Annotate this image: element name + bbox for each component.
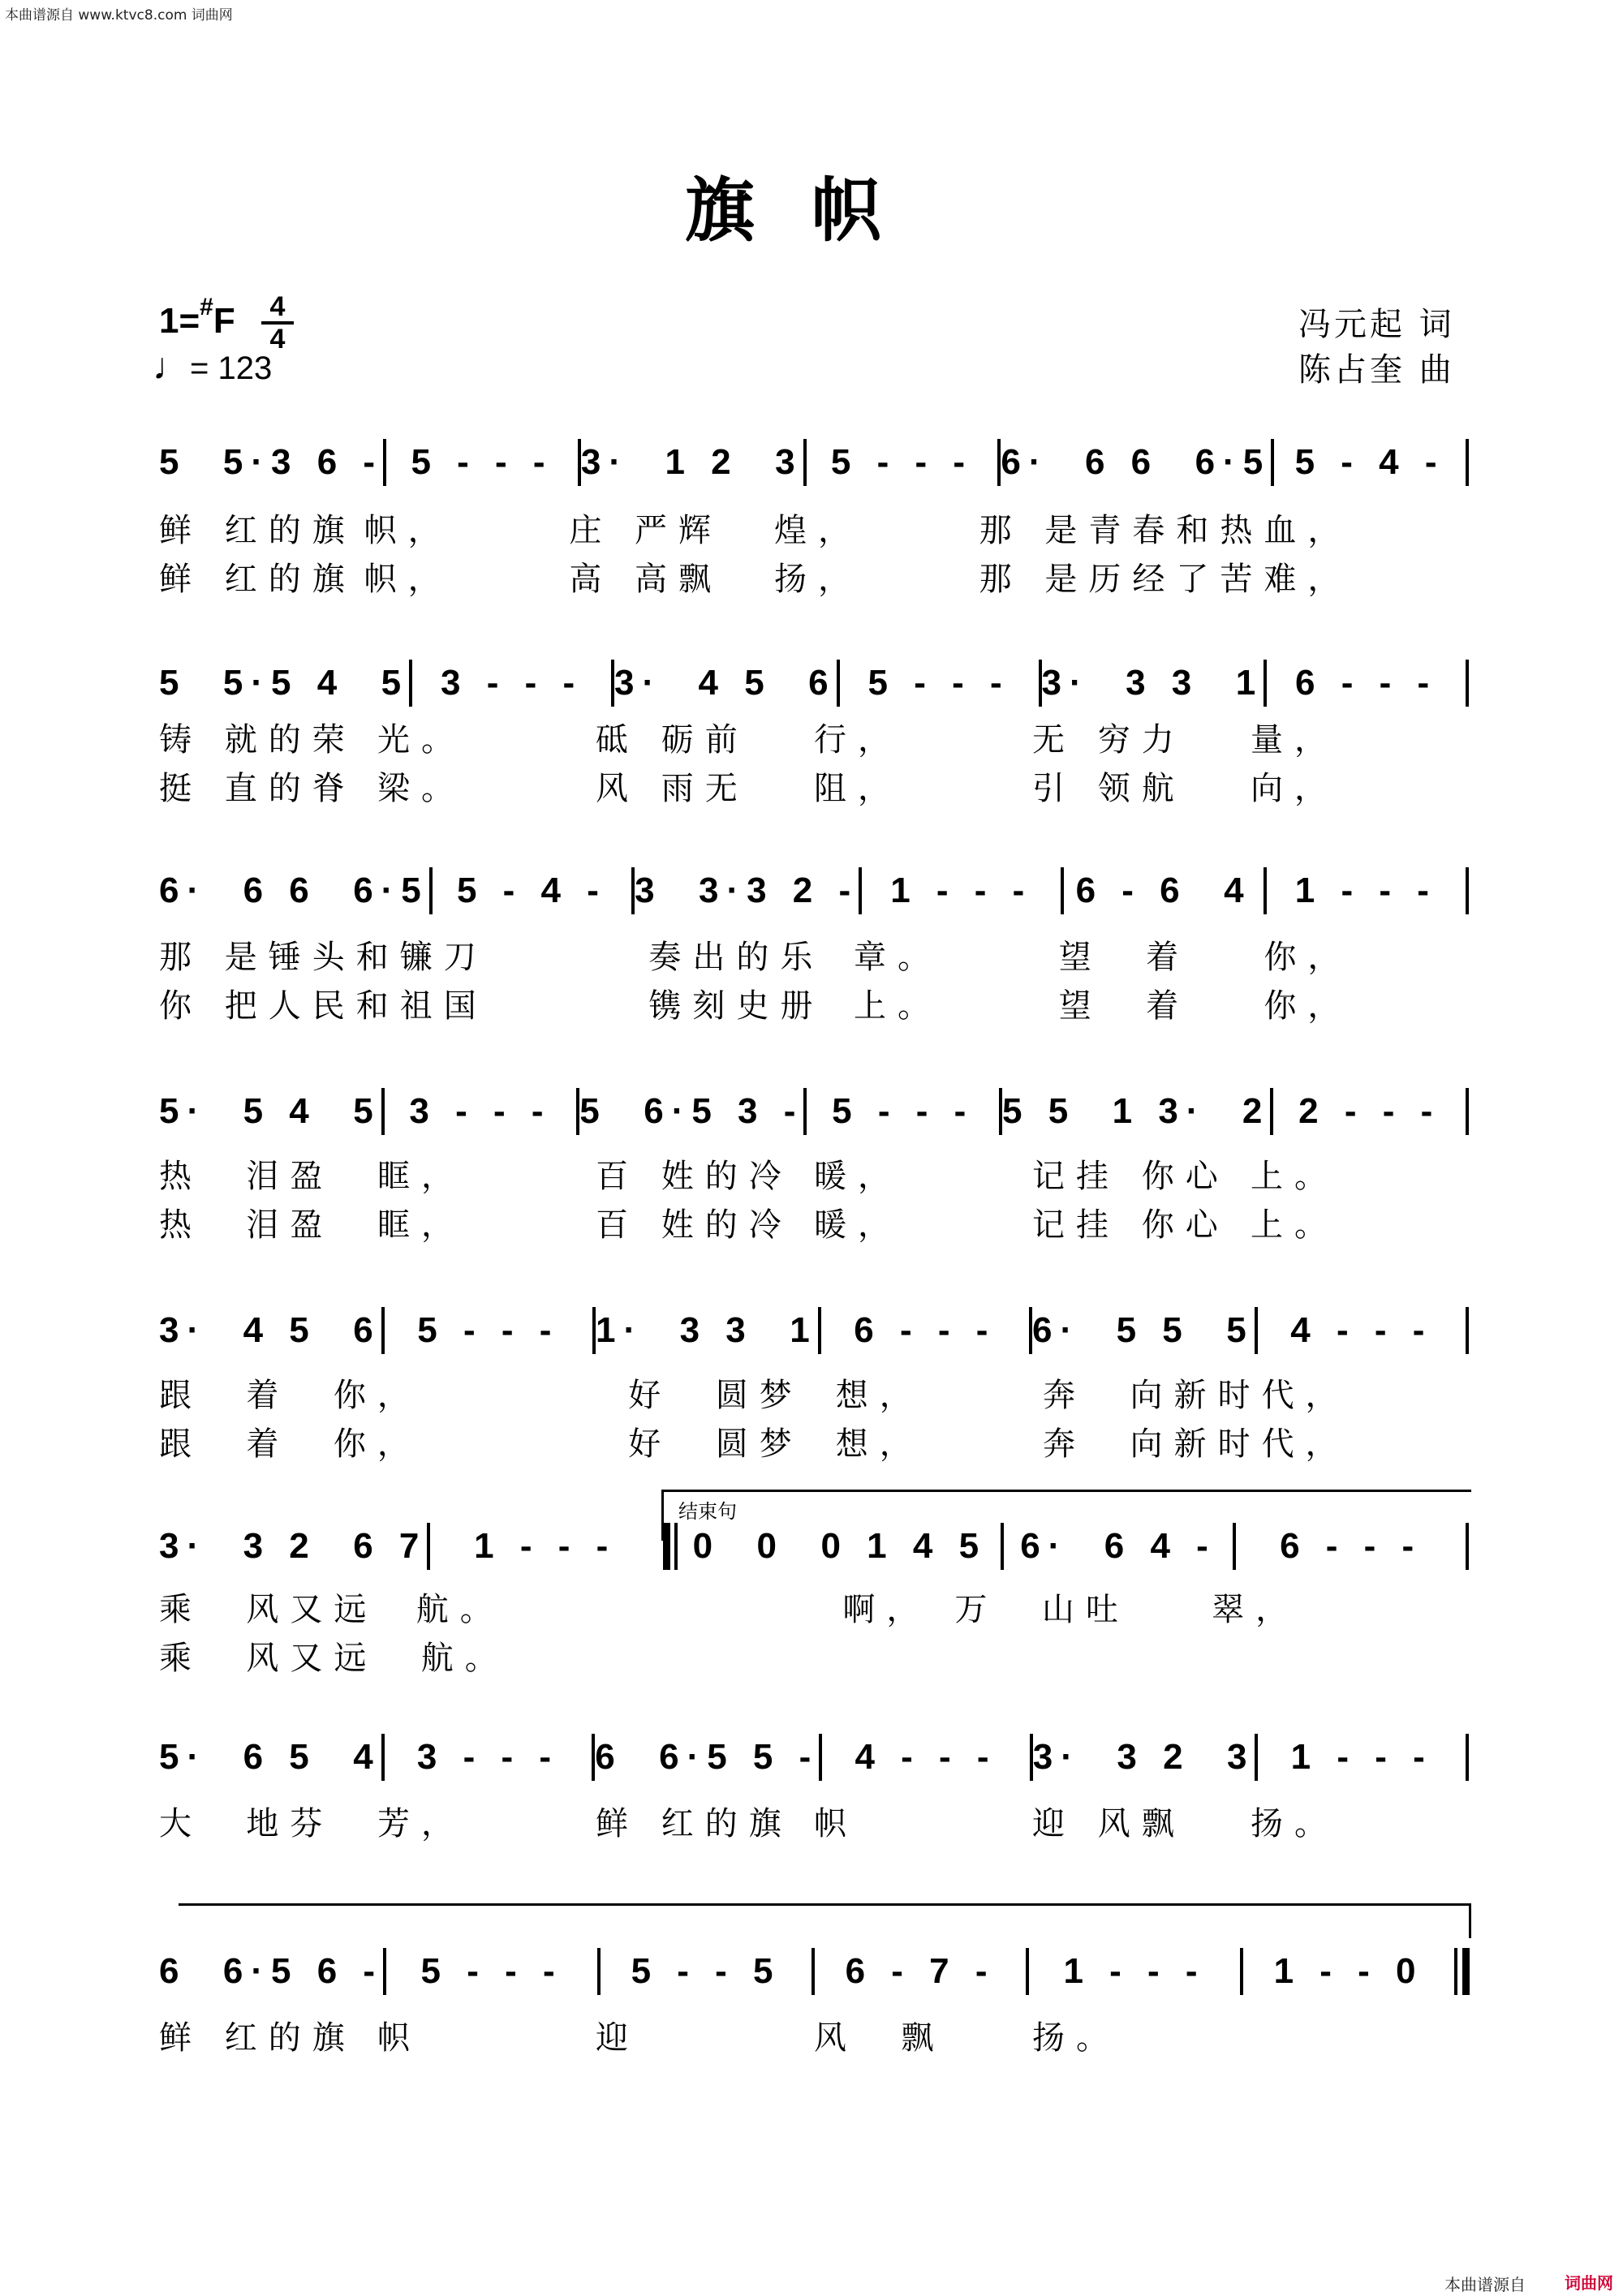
meter-top: 4 — [269, 291, 286, 322]
lyric-segment: 想， — [835, 1425, 923, 1463]
lyric-segment — [1251, 2012, 1469, 2058]
measure: 6 6·5 6 - — [159, 1951, 384, 1991]
composer-credit: 陈占奎 曲 — [1298, 351, 1455, 389]
lyric-segment: 煌， — [773, 512, 862, 549]
lyric-verse — [159, 1632, 1469, 1679]
lyric-segment: 高 高飘 — [569, 561, 723, 598]
lyric-segment: 铸 就的荣 — [159, 721, 356, 759]
meter-bottom: 4 — [269, 324, 286, 355]
lyric-segment: 大 地芬 — [159, 1805, 334, 1842]
lyricist-credit: 冯元起 词 — [1298, 306, 1455, 343]
measure: 5 - - - — [832, 1091, 975, 1131]
measure: 5 - 4 - — [1294, 442, 1445, 482]
lyric-segment: 眶， — [377, 1206, 465, 1244]
key-note: F — [213, 301, 235, 341]
lyric-segment: 难， — [1264, 561, 1352, 598]
lyric-segment: 上。 — [1251, 1158, 1338, 1195]
measure: 6 6·5 5 - — [595, 1737, 820, 1777]
lyric-segment: 帜 — [814, 1805, 858, 1842]
lyric-verse — [159, 1418, 1469, 1464]
measure: 3 - - - — [416, 1737, 559, 1777]
repeat-barline — [660, 1523, 679, 1570]
lyric-segment: 好 圆梦 — [628, 1377, 803, 1414]
key-prefix: 1= — [159, 301, 200, 341]
measure: 3· 3 3 1 — [1041, 663, 1264, 703]
lyric-verse — [159, 714, 1469, 760]
lyric-segment: 风 雨无 — [596, 770, 749, 807]
lyric-segment: 百 姓的冷 — [596, 1158, 793, 1195]
lyric-segment: 迎 — [596, 2019, 639, 2057]
measure: 3· 1 2 3 — [580, 442, 803, 482]
measure: 3 - - - — [409, 1091, 552, 1131]
score-line — [159, 438, 1469, 487]
measure: 6· 6 4 - — [1020, 1526, 1216, 1566]
measure: 6 - - - — [1295, 663, 1438, 703]
lyric-segment: 翠， — [1212, 1591, 1300, 1628]
lyric-segment: 鲜 红的旗 — [159, 561, 356, 598]
measure: 6 - 7 - — [845, 1951, 996, 1991]
barline — [1466, 439, 1469, 486]
lyric-segment: 想， — [835, 1377, 923, 1414]
lyric-segment: 芳， — [377, 1805, 465, 1842]
lyric-verse — [159, 505, 1469, 551]
score-line — [159, 1522, 1469, 1571]
lyric-segment: 挺 直的脊 — [159, 770, 356, 807]
lyric-segment — [945, 1632, 1207, 1679]
measure: 5 - - - — [411, 442, 553, 482]
lyric-segment: 热 泪盈 — [159, 1206, 334, 1244]
lyric-segment: 血， — [1264, 512, 1352, 549]
final-barline — [1454, 1948, 1469, 1995]
measure: 1· 3 3 1 — [596, 1310, 818, 1350]
lyric-segment: 引 领航 — [1032, 770, 1186, 807]
lyric-segment: 眶， — [377, 1158, 465, 1195]
lyric-segment: 跟 着 你， — [159, 1425, 421, 1463]
lyric-segment: 暖， — [814, 1158, 902, 1195]
score-line — [159, 1733, 1469, 1782]
quarter-note-icon: ♩ — [153, 345, 190, 387]
measure: 4 - - - — [855, 1737, 997, 1777]
barline — [1466, 1734, 1469, 1781]
lyric-segment: 那 是历经了苦 — [979, 561, 1264, 598]
lyric-segment: 你 把人民和祖 — [159, 987, 444, 1025]
lyric-segment — [421, 1418, 628, 1464]
sharp-symbol: # — [200, 294, 213, 320]
tempo-marking — [153, 344, 272, 388]
measure: 5 - - - — [417, 1310, 560, 1350]
measure: 3· 3 2 3 — [1032, 1737, 1255, 1777]
lyric-segment: 迎 风飘 — [1032, 1805, 1186, 1842]
lyric-segment: 代， — [1261, 1425, 1350, 1463]
score-line — [159, 1087, 1469, 1136]
lyric-segment: 镌刻史册 — [648, 987, 824, 1025]
measure: 6 - - - — [1280, 1526, 1423, 1566]
measure: 6 - 6 4 — [1075, 871, 1252, 910]
lyric-segment: 向， — [1251, 770, 1338, 807]
measure: 0 0 0 1 4 5 — [692, 1526, 988, 1566]
lyric-segment: 上。 — [1251, 1206, 1338, 1244]
lyric-segment: 鲜 红的旗 — [159, 2019, 356, 2057]
phrase-bracket — [179, 1903, 1471, 1938]
measure: 3 3·3 2 - — [635, 871, 859, 910]
barline — [1466, 1523, 1469, 1570]
lyric-segment: 庄 严辉 — [569, 512, 723, 549]
measure: 5 - 4 - — [456, 871, 607, 910]
lyric-segment: 梁。 — [377, 770, 465, 807]
lyric-segment: 量， — [1251, 721, 1338, 759]
lyric-segment: 奔 向新时 — [1043, 1377, 1262, 1414]
lyric-verse — [159, 1798, 1469, 1844]
measure: 5 5·3 6 - — [159, 442, 384, 482]
barline — [1466, 1088, 1469, 1135]
measure: 5 - - - — [420, 1951, 563, 1991]
lyric-segment — [421, 1369, 628, 1416]
lyric-segment: 光。 — [377, 721, 465, 759]
measure: 1 - - - — [890, 871, 1033, 910]
lyric-verse — [159, 1199, 1469, 1245]
measure: 4 - - - — [1290, 1310, 1433, 1350]
footer-logo: 词曲网 — [1565, 2273, 1613, 2293]
measure: 1 - - - — [474, 1526, 617, 1566]
measure: 5 6·5 3 - — [579, 1091, 804, 1131]
score-line — [159, 866, 1469, 915]
measure: 6· 6 6 6·5 — [159, 871, 429, 910]
measure: 1 - - - — [1290, 1737, 1433, 1777]
lyric-segment: 奔 向新时 — [1043, 1425, 1262, 1463]
lyric-segment: 暖， — [814, 1206, 902, 1244]
measure: 1 - - - — [1294, 871, 1437, 910]
lyric-segment: 帜， — [364, 512, 452, 549]
lyric-segment: 记挂 你心 — [1032, 1158, 1229, 1195]
lyric-segment: 上。 — [854, 987, 942, 1025]
lyric-segment: 航。 — [420, 1640, 509, 1677]
lyric-segment: 百 姓的冷 — [596, 1206, 793, 1244]
measure: 5 - - 5 — [631, 1951, 781, 1991]
measure: 3· 4 5 6 — [613, 663, 837, 703]
score-line — [159, 1306, 1469, 1355]
lyric-verse — [159, 980, 1469, 1026]
measure: 6 - - - — [854, 1310, 997, 1350]
measure: 5 - - - — [830, 442, 974, 482]
watermark-text: 本曲谱源自 www.ktvc8.com 词曲网 — [5, 7, 233, 24]
measure: 5 5·5 4 5 — [159, 663, 410, 703]
lyric-segment: 乘 风又远 — [159, 1591, 378, 1628]
barline — [1466, 867, 1469, 914]
lyric-verse — [159, 1150, 1469, 1197]
lyric-segment: 国 — [443, 987, 488, 1025]
lyric-segment: 记挂 你心 — [1032, 1206, 1229, 1244]
lyric-segment: 乘 风又远 — [159, 1640, 378, 1677]
lyric-segment: 鲜 红的旗 — [596, 1805, 793, 1842]
lyric-verse — [159, 1584, 1469, 1630]
measure: 1 - - 0 — [1273, 1951, 1424, 1991]
lyric-segment — [1207, 1632, 1469, 1679]
lyric-segment: 望 着 — [1058, 987, 1190, 1025]
lyric-segment: 鲜 红的旗 — [159, 512, 356, 549]
lyric-segment: 扬， — [773, 561, 862, 598]
lyric-segment: 阻， — [814, 770, 902, 807]
measure: 5 - - - — [867, 663, 1010, 703]
lyric-segment: 砥 砺前 — [596, 721, 749, 759]
lyric-segment: 好 圆梦 — [628, 1425, 803, 1463]
score-line — [159, 1947, 1469, 1996]
key-signature — [159, 294, 235, 342]
measure: 5· 6 5 4 — [159, 1737, 381, 1777]
lyric-segment: 航。 — [415, 1591, 504, 1628]
lyric-segment — [683, 1632, 945, 1679]
lyric-verse — [159, 553, 1469, 600]
lyric-segment: 章。 — [854, 939, 942, 976]
lyric-verse — [159, 931, 1469, 978]
lyric-verse — [159, 1369, 1469, 1416]
lyric-segment: 万 山吐 — [954, 1591, 1130, 1628]
ending-label: 结束句 — [678, 1500, 737, 1523]
lyric-segment: 你， — [1264, 939, 1352, 976]
measure: 1 - - - — [1063, 1951, 1206, 1991]
lyric-segment: 那 是锤头和镰 — [159, 939, 444, 976]
song-title: 旗帜 — [685, 170, 938, 252]
lyric-segment: 无 穷力 — [1032, 721, 1186, 759]
lyric-segment: 行， — [814, 721, 902, 759]
lyric-segment: 刀 — [443, 939, 488, 976]
lyric-segment: 扬。 — [1251, 1805, 1338, 1842]
lyric-segment: 热 泪盈 — [159, 1158, 334, 1195]
barline — [1466, 660, 1469, 707]
measure: 3· 4 5 6 — [159, 1310, 381, 1350]
lyric-segment: 奏出的乐 — [648, 939, 824, 976]
score-line — [159, 659, 1469, 707]
measure: 6· 6 6 6·5 — [1001, 442, 1272, 482]
lyric-segment: 跟 着 你， — [159, 1377, 421, 1414]
lyric-segment: 帜 — [377, 2019, 421, 2057]
lyric-segment: 扬。 — [1032, 2019, 1120, 2057]
tempo-value: = 123 — [190, 350, 273, 386]
measure: 5 5 1 3· 2 — [1002, 1091, 1271, 1131]
measure: 5· 5 4 5 — [159, 1091, 381, 1131]
barline — [1466, 1307, 1469, 1354]
lyric-segment: 啊， — [842, 1591, 931, 1628]
measure: 6· 5 5 5 — [1032, 1310, 1255, 1350]
lyric-segment: 那 是青春和热 — [979, 512, 1264, 549]
footer-source: 本曲谱源自 — [1444, 2275, 1526, 2294]
lyric-segment: 你， — [1264, 987, 1352, 1025]
lyric-verse — [159, 763, 1469, 809]
lyric-segment: 代， — [1261, 1377, 1350, 1414]
measure: 3· 3 2 6 7 — [159, 1526, 428, 1566]
measure: 3 - - - — [441, 663, 583, 703]
lyric-verse — [159, 2012, 1469, 2058]
lyric-segment: 帜， — [364, 561, 452, 598]
lyric-segment: 风 飘 — [814, 2019, 945, 2057]
measure: 2 - - - — [1298, 1091, 1441, 1131]
lyric-segment: 望 着 — [1058, 939, 1190, 976]
